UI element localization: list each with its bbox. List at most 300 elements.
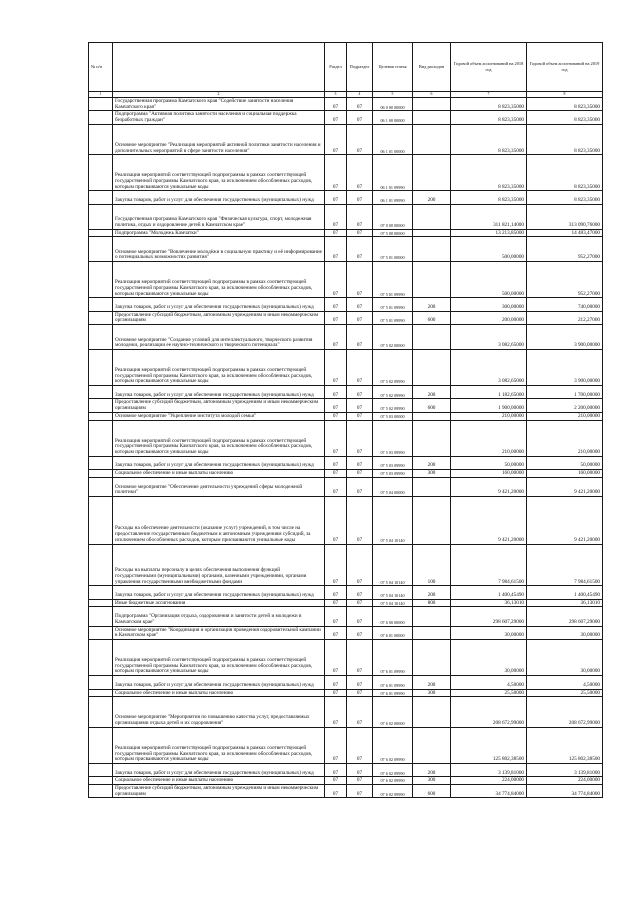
row-volume-2018-cell: 3 082,65000 (451, 349, 527, 385)
row-target-cell: 06 0 00 00000 (373, 98, 413, 111)
row-volume-2019-cell: 210,00000 (527, 420, 603, 456)
row-section-cell: 07 (325, 298, 347, 311)
row-number-cell (89, 420, 113, 456)
row-volume-2019-cell: 36,13010 (527, 599, 603, 607)
row-volume-2018-cell: 36,13010 (451, 599, 527, 607)
row-expense-type-cell (413, 229, 451, 237)
row-name-cell: Реализация мероприятий соответствующей подпрограммы в рамках соответствующей государственной программы Камчатского края, за исключением обособленных расходов, которым присваиваются уникальные коды (113, 262, 325, 298)
row-name-cell: Реализация мероприятий соответствующей подпрограммы в рамках соответствующей государственной программы Камчатского края, за исключением обособленных расходов, которым присваиваются уникальные коды (113, 639, 325, 675)
row-volume-2018-cell: 8 823,35000 (451, 111, 527, 124)
row-subsection-cell: 07 (347, 191, 373, 204)
row-number-cell (89, 262, 113, 298)
row-number-cell (89, 155, 113, 191)
row-number-cell (89, 470, 113, 478)
row-volume-2019-cell: 30,00000 (527, 639, 603, 675)
row-expense-type-cell (413, 262, 451, 298)
table-row (89, 191, 603, 204)
row-section-cell: 07 (325, 191, 347, 204)
row-volume-2019-cell: 25,50000 (527, 689, 603, 697)
row-number-cell (89, 477, 113, 496)
table-row (89, 456, 603, 469)
row-expense-type-cell (413, 204, 451, 229)
table-row (89, 544, 603, 586)
row-target-cell: 06 1 01 09990 (373, 191, 413, 204)
row-volume-2018-cell: 8 823,35000 (451, 155, 527, 191)
row-subsection-cell: 07 (347, 456, 373, 469)
table-row (89, 689, 603, 697)
table-row (89, 626, 603, 639)
row-expense-type-cell: 200 (413, 763, 451, 776)
row-target-cell: 06 1 00 00000 (373, 111, 413, 124)
row-expense-type-cell: 600 (413, 399, 451, 412)
table-row (89, 412, 603, 420)
row-target-cell: 07 5 01 09990 (373, 311, 413, 324)
row-number-cell (89, 689, 113, 697)
row-expense-type-cell (413, 639, 451, 675)
row-number-cell (89, 727, 113, 763)
row-expense-type-cell (413, 727, 451, 763)
row-target-cell: 07 5 01 09990 (373, 262, 413, 298)
row-volume-2018-cell: 210,00000 (451, 412, 527, 420)
row-target-cell: 07 5 02 09990 (373, 349, 413, 385)
row-name-cell: Социальное обеспечение и иные выплаты населению (113, 689, 325, 697)
row-volume-2019-cell: 9 421,20000 (527, 477, 603, 496)
row-section-cell: 07 (325, 689, 347, 697)
row-name-cell: Иные бюджетные ассигнования (113, 599, 325, 607)
row-name-cell: Социальное обеспечение и иные выплаты населению (113, 470, 325, 478)
row-name-cell: Государственная программа Камчатского края "Физическая культура, спорт, молодежная политика, отдых и оздоровление детей в Камчатском крае" (113, 204, 325, 229)
row-expense-type-cell (413, 155, 451, 191)
row-subsection-cell: 07 (347, 689, 373, 697)
row-section-cell: 07 (325, 456, 347, 469)
row-name-cell: Подпрограмма "Организация отдыха, оздоровления и занятости детей и молодежи в Камчатском крае" (113, 607, 325, 626)
row-volume-2018-cell: 25,50000 (451, 689, 527, 697)
row-section-cell: 07 (325, 111, 347, 124)
row-name-cell: Предоставление субсидий бюджетным, автономным учреждениям и иным некоммерческим организациям (113, 399, 325, 412)
row-volume-2018-cell: 7 984,61500 (451, 544, 527, 586)
row-section-cell: 07 (325, 785, 347, 798)
row-subsection-cell: 07 (347, 763, 373, 776)
row-target-cell: 07 6 00 00000 (373, 607, 413, 626)
row-section-cell: 07 (325, 607, 347, 626)
header-section: Раздел (325, 43, 347, 92)
row-volume-2019-cell: 160,00000 (527, 470, 603, 478)
row-volume-2018-cell: 300,00000 (451, 298, 527, 311)
row-volume-2018-cell: 224,00000 (451, 777, 527, 785)
row-subsection-cell: 07 (347, 237, 373, 262)
row-volume-2019-cell: 212,27000 (527, 311, 603, 324)
row-section-cell: 07 (325, 412, 347, 420)
row-volume-2019-cell: 9 421,20000 (527, 496, 603, 544)
row-subsection-cell: 07 (347, 325, 373, 350)
row-volume-2019-cell: 8 823,35000 (527, 155, 603, 191)
table-row (89, 349, 603, 385)
row-name-cell: Социальное обеспечение и иные выплаты населению (113, 777, 325, 785)
row-number-cell (89, 456, 113, 469)
row-name-cell: Основное мероприятие "Мероприятия по повышению качества услуг, предоставляемых организациями отдыха детей и их оздоровления" (113, 697, 325, 728)
row-section-cell: 07 (325, 777, 347, 785)
table-row (89, 229, 603, 237)
row-subsection-cell: 07 (347, 727, 373, 763)
row-name-cell: Основное мероприятие "Реализация мероприятий активной политики занятости населения и дополнительных мероприятий в сфере занятости населения" (113, 124, 325, 155)
row-volume-2018-cell: 1 900,00000 (451, 399, 527, 412)
row-subsection-cell: 07 (347, 399, 373, 412)
row-volume-2018-cell: 200,00000 (451, 311, 527, 324)
row-volume-2019-cell: 3 900,00000 (527, 349, 603, 385)
row-subsection-cell: 07 (347, 111, 373, 124)
table-row (89, 399, 603, 412)
row-target-cell: 07 5 00 00000 (373, 229, 413, 237)
row-volume-2019-cell: 1 400,45490 (527, 586, 603, 599)
row-volume-2018-cell: 8 823,35000 (451, 124, 527, 155)
row-number-cell (89, 676, 113, 689)
row-target-cell: 07 0 00 00000 (373, 204, 413, 229)
row-number-cell (89, 496, 113, 544)
row-target-cell: 07 5 02 00000 (373, 325, 413, 350)
row-section-cell: 07 (325, 204, 347, 229)
row-target-cell: 07 5 02 09990 (373, 399, 413, 412)
row-target-cell: 07 5 04 10140 (373, 496, 413, 544)
row-target-cell: 07 6 01 09990 (373, 676, 413, 689)
table-row (89, 237, 603, 262)
column-number: 3 (325, 92, 347, 98)
row-name-cell: Расходы на выплаты персоналу в целях обеспечения выполнения функций государственными (муниципальными) органами, казенными учреждениями, органами управления государственными внебюджетными фондами (113, 544, 325, 586)
row-volume-2019-cell: 4,50000 (527, 676, 603, 689)
row-section-cell: 07 (325, 470, 347, 478)
row-number-cell (89, 399, 113, 412)
row-number-cell (89, 412, 113, 420)
row-volume-2018-cell: 3 082,65000 (451, 325, 527, 350)
row-volume-2018-cell: 9 421,20000 (451, 477, 527, 496)
row-name-cell: Реализация мероприятий соответствующей подпрограммы в рамках соответствующей государственной программы Камчатского края, за исключением обособленных расходов, которым присваиваются уникальные коды (113, 727, 325, 763)
table-row (89, 697, 603, 728)
row-section-cell: 07 (325, 98, 347, 111)
row-subsection-cell: 07 (347, 470, 373, 478)
row-number-cell (89, 785, 113, 798)
row-volume-2019-cell: 1 700,00000 (527, 386, 603, 399)
row-target-cell: 07 6 01 09990 (373, 689, 413, 697)
row-name-cell: Закупка товаров, работ и услуг для обеспечения государственных (муниципальных) нужд (113, 298, 325, 311)
row-target-cell: 07 5 01 00000 (373, 237, 413, 262)
row-section-cell: 07 (325, 599, 347, 607)
row-volume-2019-cell: 224,00000 (527, 777, 603, 785)
row-subsection-cell: 07 (347, 229, 373, 237)
row-volume-2019-cell: 952,27000 (527, 262, 603, 298)
row-name-cell: Подпрограмма "Активная политика занятости населения и социальная поддержка безработных граждан" (113, 111, 325, 124)
row-name-cell: Реализация мероприятий соответствующей подпрограммы в рамках соответствующей государственной программы Камчатского края, за исключением обособленных расходов, которым присваиваются уникальные коды (113, 420, 325, 456)
row-volume-2019-cell: 2 200,00000 (527, 399, 603, 412)
header-name (113, 43, 325, 92)
row-target-cell: 07 6 02 09990 (373, 763, 413, 776)
row-target-cell: 07 6 01 09990 (373, 639, 413, 675)
row-subsection-cell: 07 (347, 496, 373, 544)
row-expense-type-cell: 200 (413, 676, 451, 689)
row-volume-2018-cell: 13 213,85000 (451, 229, 527, 237)
row-volume-2019-cell: 7 984,61500 (527, 544, 603, 586)
row-target-cell: 07 5 01 09990 (373, 298, 413, 311)
row-volume-2018-cell: 50,00000 (451, 456, 527, 469)
row-volume-2018-cell: 500,00000 (451, 262, 527, 298)
row-target-cell: 07 5 03 09990 (373, 420, 413, 456)
row-section-cell: 07 (325, 697, 347, 728)
row-name-cell: Подпрограмма "Молодежь Камчатки" (113, 229, 325, 237)
row-expense-type-cell: 200 (413, 191, 451, 204)
row-section-cell: 07 (325, 229, 347, 237)
header-expense-type: Вид расходов (413, 43, 451, 92)
table-row (89, 325, 603, 350)
row-expense-type-cell (413, 477, 451, 496)
row-volume-2018-cell: 125 802,38500 (451, 727, 527, 763)
row-name-cell: Государственная программа Камчатского края "Содействие занятости населения Камчатского края" (113, 98, 325, 111)
table-row (89, 777, 603, 785)
row-section-cell: 07 (325, 727, 347, 763)
row-target-cell: 07 6 02 09990 (373, 785, 413, 798)
row-target-cell: 07 6 02 00000 (373, 697, 413, 728)
row-volume-2019-cell: 8 823,35000 (527, 124, 603, 155)
row-volume-2019-cell: 3 139,81000 (527, 763, 603, 776)
row-volume-2018-cell: 9 421,20000 (451, 496, 527, 544)
budget-sheet (88, 42, 602, 798)
row-expense-type-cell (413, 412, 451, 420)
row-expense-type-cell: 200 (413, 386, 451, 399)
table-row (89, 111, 603, 124)
row-expense-type-cell (413, 496, 451, 544)
row-section-cell: 07 (325, 262, 347, 298)
row-number-cell (89, 763, 113, 776)
table-row (89, 496, 603, 544)
row-expense-type-cell (413, 111, 451, 124)
row-section-cell: 07 (325, 325, 347, 350)
row-subsection-cell: 07 (347, 544, 373, 586)
row-number-cell (89, 349, 113, 385)
table-row (89, 470, 603, 478)
row-name-cell: Закупка товаров, работ и услуг для обеспечения государственных (муниципальных) нужд (113, 191, 325, 204)
row-expense-type-cell (413, 697, 451, 728)
table-row (89, 204, 603, 229)
row-section-cell: 07 (325, 399, 347, 412)
row-section-cell: 07 (325, 155, 347, 191)
column-number: 4 (347, 92, 373, 98)
row-subsection-cell: 07 (347, 785, 373, 798)
row-number-cell (89, 607, 113, 626)
row-volume-2018-cell: 208 672,99000 (451, 697, 527, 728)
row-target-cell: 06 1 01 00000 (373, 124, 413, 155)
row-volume-2019-cell: 50,00000 (527, 456, 603, 469)
row-expense-type-cell: 600 (413, 785, 451, 798)
table-row (89, 639, 603, 675)
table-row (89, 311, 603, 324)
row-expense-type-cell: 200 (413, 586, 451, 599)
row-expense-type-cell: 300 (413, 777, 451, 785)
row-number-cell (89, 586, 113, 599)
row-volume-2018-cell: 160,00000 (451, 470, 527, 478)
row-volume-2018-cell: 8 823,35000 (451, 98, 527, 111)
column-number: 1 (89, 92, 113, 98)
row-target-cell: 07 5 04 10140 (373, 586, 413, 599)
row-subsection-cell: 07 (347, 349, 373, 385)
row-subsection-cell: 07 (347, 477, 373, 496)
row-section-cell: 07 (325, 311, 347, 324)
row-name-cell: Расходы на обеспечение деятельности (оказание услуг) учреждений, в том числе на предоставление государственным бюджетным и автономным учреждениям субсидий, за исключением обособленных расходов, которым присваиваются уникальные коды (113, 496, 325, 544)
header-subsection: Подраздел (347, 43, 373, 92)
row-expense-type-cell: 300 (413, 470, 451, 478)
row-expense-type-cell (413, 349, 451, 385)
table-row (89, 98, 603, 111)
table-row (89, 477, 603, 496)
row-name-cell: Предоставление субсидий бюджетным, автономным учреждениям и иным некоммерческим организациям (113, 785, 325, 798)
row-number-cell (89, 124, 113, 155)
table-row (89, 599, 603, 607)
row-expense-type-cell (413, 237, 451, 262)
row-number-cell (89, 298, 113, 311)
row-number-cell (89, 229, 113, 237)
row-volume-2019-cell: 34 774,84000 (527, 785, 603, 798)
row-expense-type-cell: 800 (413, 599, 451, 607)
row-target-cell: 07 5 04 10140 (373, 544, 413, 586)
table-row (89, 586, 603, 599)
row-volume-2019-cell: 740,00000 (527, 298, 603, 311)
table-row (89, 727, 603, 763)
row-number-cell (89, 191, 113, 204)
row-name-cell: Основное мероприятие "Создание условий для интеллектуального, творческого развития молодежи, реализации ее научно-технического и творческого потенциала" (113, 325, 325, 350)
row-expense-type-cell: 300 (413, 689, 451, 697)
table-row (89, 262, 603, 298)
column-number: 2 (113, 92, 325, 98)
row-number-cell (89, 325, 113, 350)
row-volume-2018-cell: 30,00000 (451, 639, 527, 675)
row-target-cell: 07 5 04 10140 (373, 599, 413, 607)
row-volume-2019-cell: 8 823,35000 (527, 191, 603, 204)
row-section-cell: 07 (325, 237, 347, 262)
row-section-cell: 07 (325, 496, 347, 544)
row-number-cell (89, 204, 113, 229)
row-volume-2018-cell: 1 182,65000 (451, 386, 527, 399)
table-row (89, 155, 603, 191)
row-number-cell (89, 697, 113, 728)
row-volume-2019-cell: 210,00000 (527, 412, 603, 420)
row-section-cell: 07 (325, 639, 347, 675)
row-volume-2018-cell: 500,00000 (451, 237, 527, 262)
row-target-cell: 07 5 03 00000 (373, 412, 413, 420)
row-volume-2018-cell: 311 821,14000 (451, 204, 527, 229)
table-row (89, 124, 603, 155)
header-volume-2019: Годовой объем ассигнований на 2019 год (527, 43, 603, 92)
row-number-cell (89, 98, 113, 111)
row-volume-2019-cell: 8 823,35000 (527, 111, 603, 124)
row-number-cell (89, 111, 113, 124)
row-volume-2019-cell: 952,27000 (527, 237, 603, 262)
header-target: Целевая статья (373, 43, 413, 92)
row-volume-2018-cell: 210,00000 (451, 420, 527, 456)
header-volume-2018: Годовой объем ассигнований на 2018 год (451, 43, 527, 92)
row-section-cell: 07 (325, 477, 347, 496)
row-section-cell: 07 (325, 763, 347, 776)
row-subsection-cell: 07 (347, 676, 373, 689)
row-target-cell: 07 5 03 09990 (373, 470, 413, 478)
row-subsection-cell: 07 (347, 607, 373, 626)
row-section-cell: 07 (325, 386, 347, 399)
row-expense-type-cell: 600 (413, 311, 451, 324)
row-volume-2019-cell: 14 483,47000 (527, 229, 603, 237)
row-target-cell: 07 5 02 09990 (373, 386, 413, 399)
table-body (89, 98, 603, 798)
budget-table (88, 42, 603, 798)
table-row (89, 785, 603, 798)
row-volume-2019-cell: 208 672,99000 (527, 697, 603, 728)
row-section-cell: 07 (325, 544, 347, 586)
row-volume-2019-cell: 8 823,35000 (527, 98, 603, 111)
table-row (89, 763, 603, 776)
row-target-cell: 07 5 04 00000 (373, 477, 413, 496)
row-name-cell: Основное мероприятие "Обеспечение деятельности учреждений сферы молодежной политики" (113, 477, 325, 496)
row-expense-type-cell (413, 325, 451, 350)
row-section-cell: 07 (325, 124, 347, 155)
row-subsection-cell: 07 (347, 98, 373, 111)
row-number-cell (89, 386, 113, 399)
row-volume-2019-cell: 3 900,00000 (527, 325, 603, 350)
row-target-cell: 07 6 02 09990 (373, 777, 413, 785)
column-number: 8 (527, 92, 603, 98)
row-expense-type-cell: 200 (413, 456, 451, 469)
row-subsection-cell: 07 (347, 639, 373, 675)
row-subsection-cell: 07 (347, 311, 373, 324)
row-target-cell: 07 6 01 00000 (373, 626, 413, 639)
row-subsection-cell: 07 (347, 626, 373, 639)
row-subsection-cell: 07 (347, 412, 373, 420)
row-expense-type-cell: 200 (413, 298, 451, 311)
row-subsection-cell: 07 (347, 777, 373, 785)
row-number-cell (89, 311, 113, 324)
row-subsection-cell: 07 (347, 386, 373, 399)
row-name-cell: Основное мероприятие "Координация и организация проведения оздоровительной кампании в Камчатском крае" (113, 626, 325, 639)
row-name-cell: Закупка товаров, работ и услуг для обеспечения государственных (муниципальных) нужд (113, 456, 325, 469)
row-target-cell: 07 5 03 09990 (373, 456, 413, 469)
row-subsection-cell: 07 (347, 586, 373, 599)
row-volume-2019-cell: 30,00000 (527, 626, 603, 639)
row-volume-2018-cell: 8 823,35000 (451, 191, 527, 204)
row-volume-2019-cell: 313 090,76000 (527, 204, 603, 229)
row-expense-type-cell: 100 (413, 544, 451, 586)
row-name-cell: Основное мероприятие "Укрепление института молодой семьи" (113, 412, 325, 420)
row-subsection-cell: 07 (347, 155, 373, 191)
row-subsection-cell: 07 (347, 599, 373, 607)
row-expense-type-cell (413, 98, 451, 111)
table-row (89, 386, 603, 399)
row-section-cell: 07 (325, 626, 347, 639)
row-expense-type-cell (413, 607, 451, 626)
row-volume-2019-cell: 125 802,38500 (527, 727, 603, 763)
row-section-cell: 07 (325, 586, 347, 599)
row-section-cell: 07 (325, 676, 347, 689)
row-name-cell: Закупка товаров, работ и услуг для обеспечения государственных (муниципальных) нужд (113, 676, 325, 689)
row-name-cell: Предоставление субсидий бюджетным, автономным учреждениям и иным некоммерческим организациям (113, 311, 325, 324)
row-volume-2018-cell: 34 774,84000 (451, 785, 527, 798)
table-row (89, 298, 603, 311)
row-expense-type-cell (413, 420, 451, 456)
row-volume-2018-cell: 1 400,45490 (451, 586, 527, 599)
row-subsection-cell: 07 (347, 697, 373, 728)
table-row (89, 420, 603, 456)
row-expense-type-cell (413, 626, 451, 639)
row-subsection-cell: 07 (347, 124, 373, 155)
table-row (89, 676, 603, 689)
row-name-cell: Основное мероприятие "Вовлечение молодёжи в социальную практику и её информирование о потенциальных возможностях развития" (113, 237, 325, 262)
row-number-cell (89, 544, 113, 586)
row-section-cell: 07 (325, 420, 347, 456)
row-volume-2018-cell: 4,50000 (451, 676, 527, 689)
row-volume-2018-cell: 298 607,29000 (451, 607, 527, 626)
row-section-cell: 07 (325, 349, 347, 385)
